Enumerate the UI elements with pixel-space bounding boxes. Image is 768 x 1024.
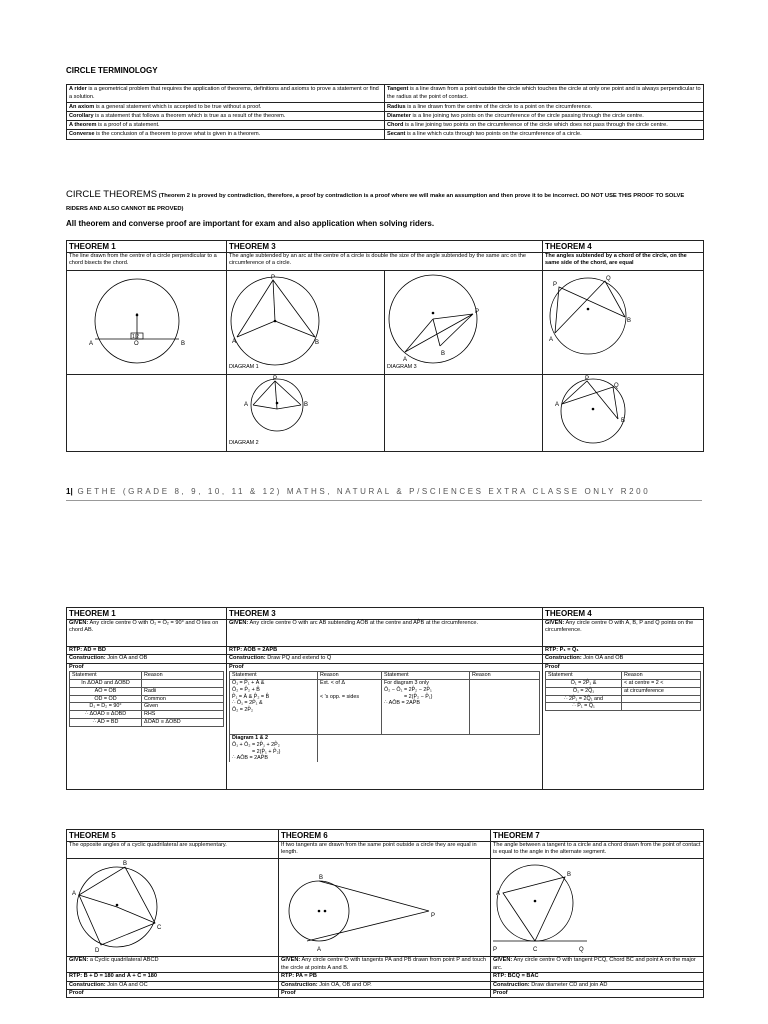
page-title: CIRCLE TERMINOLOGY bbox=[66, 66, 158, 75]
term-definition: is a line drawn from a point outside the circle which touches the circle at only one point and is always perpendicular to the radius at the point of contact. bbox=[387, 86, 701, 101]
term-name: Secant bbox=[387, 131, 406, 138]
label-a: A bbox=[496, 891, 501, 897]
term-definition: is a line which cuts through two points on the circumference of a circle. bbox=[405, 131, 582, 138]
theorem1-title: THEOREM 1 bbox=[67, 241, 227, 253]
theorem5-given: GIVEN: a Cyclic quadrilateral ABCD bbox=[67, 957, 279, 973]
proof-reason: < at centre = 2 < bbox=[622, 680, 701, 688]
terminology-cell bbox=[385, 121, 704, 130]
label-d: D bbox=[95, 948, 100, 953]
label-b: B bbox=[621, 418, 626, 425]
theorem6-given: GIVEN: Any circle centre O with tangents PA and PB drawn from point P and touch the circle at points A and B. bbox=[279, 957, 491, 973]
label-a: A bbox=[549, 337, 554, 343]
term-definition: is the conclusion of a theorem to prove what is given in a theorem. bbox=[94, 131, 261, 138]
label-q: Q bbox=[606, 276, 611, 282]
theorem4-proof bbox=[543, 671, 704, 790]
theorem4-construction: Construction: Join OA and OB bbox=[543, 655, 704, 663]
label-p: P bbox=[475, 309, 480, 315]
terminology-row bbox=[67, 102, 704, 111]
proof-reason bbox=[622, 695, 701, 703]
theorem5-statement: The opposite angles of a cyclic quadrilateral are supplementary. bbox=[67, 842, 279, 859]
label-angles: 1|2 bbox=[132, 334, 139, 340]
proof-statement: Ô₁ = P̂₁ + Â & bbox=[232, 680, 265, 687]
footer-divider bbox=[66, 500, 702, 501]
proof-statement: ∴ ΔOAD ≡ ΔOBD bbox=[70, 711, 142, 719]
label-a: A bbox=[403, 357, 408, 363]
theorem7-given: GIVEN: Any circle centre O with tangent PCQ, Chord BC and point A on the major arc. bbox=[491, 957, 704, 973]
proof-line: Ô₁ + Ô₂ = 2P̂₁ + 2P̂₂ bbox=[232, 741, 280, 748]
diagram2-label: DIAGRAM 2 bbox=[229, 440, 259, 447]
theorem1-construction: Construction: Join OA and OB bbox=[67, 655, 227, 663]
proof-statement: OD = OD bbox=[70, 695, 142, 703]
theorem4-statement: The angles subtended by a chord of the circle, on the same side of the chord, are equal bbox=[543, 253, 704, 271]
proof-statement: Ô₁ = 2Q̂₁ bbox=[546, 687, 622, 695]
proof-reason bbox=[318, 687, 381, 694]
label-o: O bbox=[134, 341, 139, 347]
theorem3-diagram2 bbox=[227, 375, 385, 451]
theorem7-title: THEOREM 7 bbox=[491, 830, 704, 842]
theorem3-construction: Construction: Draw PQ and extend to Q bbox=[227, 655, 543, 663]
reason-header: Reason bbox=[318, 672, 382, 680]
theorem-proof-grid bbox=[66, 607, 704, 790]
term-name: Radius bbox=[387, 103, 406, 110]
proof-row bbox=[546, 695, 701, 703]
theorem3-diagram3-proof bbox=[382, 680, 470, 735]
empty-cell bbox=[67, 375, 227, 451]
proof-line: = 2(P̂₁ + P̂₂) bbox=[252, 748, 281, 755]
theorem3-diagram12-proof bbox=[230, 735, 318, 763]
term-name: Chord bbox=[387, 122, 404, 129]
terminology-cell bbox=[67, 121, 385, 130]
proof-row bbox=[546, 687, 701, 695]
theorems-heading: CIRCLE THEOREMS bbox=[66, 189, 158, 200]
proof-line: = 2(P̂₂ − P̂₁) bbox=[404, 693, 433, 700]
proof-row bbox=[70, 719, 224, 727]
proof-statement: ∴ Ô₁ = 2P̂₁ & bbox=[232, 700, 263, 707]
proof-statement: In ΔOAD and ΔOBD bbox=[70, 680, 142, 688]
theorem4-diagram1 bbox=[543, 271, 704, 375]
proof-row bbox=[546, 703, 701, 711]
proof-reason: ΔOAD ≡ ΔOBD bbox=[142, 719, 224, 727]
label-c: C bbox=[157, 925, 162, 931]
diagram1-label: DIAGRAM 1 bbox=[229, 364, 259, 370]
proof-statement: AO = OB bbox=[70, 687, 142, 695]
theorem4-given: GIVEN: Any circle centre O with A, B, P and Q points on the circumference. bbox=[543, 620, 704, 647]
proof-reason bbox=[318, 707, 381, 714]
term-name: Tangent bbox=[387, 86, 409, 92]
proof-line: Ô₂ − Ô₁ = 2P̂₂ − 2P̂₁ bbox=[384, 686, 432, 693]
theorems-heading-note: (Theorem 2 is proved by contradiction, therefore, a proof by contradiction is a proof where we will make an assumption and then prove it to be incorrect. DO NOT USE THIS PROOF TO SOLVE RIDERS AND ALSO CANNOT BE PROVED) bbox=[66, 193, 685, 212]
proof-reason: < 's opp. = sides bbox=[320, 693, 360, 700]
proof-row bbox=[70, 680, 224, 688]
statement-header: Statement bbox=[70, 672, 142, 680]
theorem7-statement: The angle between a tangent to a circle and a chord drawn from the point of contact is equal to the angle in the alternate segment. bbox=[491, 842, 704, 859]
theorem6-diagram bbox=[279, 859, 491, 957]
empty-cell bbox=[385, 375, 543, 451]
terminology-cell bbox=[67, 130, 385, 139]
theorem4-diagram2 bbox=[543, 375, 704, 451]
diagram12-proof-head: Diagram 1 & 2 bbox=[232, 735, 268, 742]
theorem5-title: THEOREM 5 bbox=[67, 830, 279, 842]
proof-statement: P̂₁ = Â & P̂₂ = B̂ bbox=[232, 693, 270, 700]
label-b: B bbox=[181, 341, 186, 347]
term-name: A theorem bbox=[69, 122, 97, 129]
proof-statement: D₁ = D₂ = 90° bbox=[70, 703, 142, 711]
theorem3-title: THEOREM 3 bbox=[227, 241, 543, 253]
label-b: B bbox=[319, 875, 324, 881]
theorem-diagram-grid bbox=[66, 240, 704, 452]
theorem3-statements bbox=[230, 680, 318, 735]
proof-reason: Radii bbox=[142, 687, 224, 695]
label-b: B bbox=[315, 340, 320, 346]
theorem4-rtp: RTP: P̂₁ = Q̂₁ bbox=[543, 647, 704, 655]
label-b: B bbox=[123, 861, 128, 867]
label-a: A bbox=[555, 402, 560, 409]
theorem5-diagram bbox=[67, 859, 279, 957]
theorem7-diagram bbox=[491, 859, 704, 957]
proof-reason: RHS bbox=[142, 711, 224, 719]
reason-header: Reason bbox=[622, 672, 701, 680]
theorem7-rtp: RTP: BĈQ = BÂC bbox=[491, 973, 704, 981]
term-definition: is a line drawn from the centre of the circle to a point on the circumference. bbox=[405, 103, 593, 110]
proof-label: Proof bbox=[279, 990, 491, 998]
proof-label: Proof bbox=[491, 990, 704, 998]
term-name: Corollary bbox=[69, 112, 94, 119]
term-definition: is a proof of a statement. bbox=[96, 122, 160, 129]
diagram3-label: DIAGRAM 3 bbox=[387, 364, 417, 370]
proof-reason: Ext. < of Δ bbox=[320, 680, 346, 687]
proof-label: Proof bbox=[67, 990, 279, 998]
label-a: A bbox=[89, 341, 94, 347]
proof-reason bbox=[622, 703, 701, 711]
label-p: P bbox=[553, 282, 558, 288]
label-a: A bbox=[232, 339, 237, 345]
term-definition: is a geometrical problem that requires the application of theorems, definitions and axioms to prove a statement or find a solution. bbox=[69, 86, 379, 101]
label-c: C bbox=[533, 947, 538, 953]
term-definition: is a statement that follows a theorem which is true as a result of the theorem. bbox=[93, 112, 286, 119]
term-name: An axiom bbox=[69, 103, 95, 110]
theorem5-construction: Construction: Join OA and OC bbox=[67, 981, 279, 989]
theorem1-diagram bbox=[67, 271, 227, 375]
page-number: 1 bbox=[66, 487, 71, 496]
empty-cell bbox=[470, 680, 540, 735]
terminology-cell bbox=[385, 111, 704, 120]
proof-row bbox=[70, 703, 224, 711]
term-name: A rider bbox=[69, 86, 87, 92]
theorem3-rtp: RTP: AÔB = 2AP̂B bbox=[227, 647, 543, 655]
term-definition: is a line joining two points on the circumference of the circle passing through the circle centre. bbox=[410, 112, 644, 119]
label-b: B bbox=[304, 402, 309, 409]
theorem3-given: GIVEN: Any circle centre O with arc AB subtending AÔB at the centre and AP̂B at the circumference. bbox=[227, 620, 543, 647]
diagram3-proof-head: For diagram 3 only bbox=[384, 680, 429, 687]
label-a: A bbox=[72, 891, 77, 897]
statement-header: Statement bbox=[230, 672, 318, 680]
proof-statement: Ô₂ = 2P̂₂ bbox=[232, 707, 254, 714]
label-q: Q bbox=[579, 947, 584, 953]
theorem1-given: GIVEN: Any circle centre O with Ô₁ = Ô₂ = 90° and O lies on chord AB. bbox=[67, 620, 227, 647]
terminology-cell bbox=[67, 102, 385, 111]
statement-header: Statement bbox=[546, 672, 622, 680]
theorem6-title: THEOREM 6 bbox=[279, 830, 491, 842]
theorem6-construction: Construction: Join OA, OB and OP. bbox=[279, 981, 491, 989]
proof-statement: ∴ AD = BD bbox=[70, 719, 142, 727]
proof-statement: Ô₁ = 2P̂₁ & bbox=[546, 680, 622, 688]
terminology-row bbox=[67, 121, 704, 130]
circle-theorems-heading bbox=[66, 189, 706, 215]
terminology-cell bbox=[385, 102, 704, 111]
terminology-cell bbox=[385, 85, 704, 103]
reason-header: Reason bbox=[142, 672, 224, 680]
term-definition: is a general statement which is accepted to be true without a proof. bbox=[94, 103, 262, 110]
term-name: Diameter bbox=[387, 112, 411, 119]
proof-reason: Common bbox=[142, 695, 224, 703]
terminology-row bbox=[67, 130, 704, 139]
label-p: P bbox=[271, 275, 276, 281]
page-footer bbox=[66, 487, 650, 496]
theorem3-proof bbox=[227, 671, 543, 790]
label-p: P bbox=[585, 376, 590, 383]
theorem5-rtp: RTP: B̂ + D̂ = 180 and Â + Ĉ = 180 bbox=[67, 973, 279, 981]
proof-reason bbox=[318, 700, 381, 707]
theorem-5-7-grid bbox=[66, 829, 704, 998]
proof-statement: ∴ P̂₁ = Q̂₁ bbox=[546, 703, 622, 711]
theorem3-reasons bbox=[318, 680, 382, 735]
proof-line: ∴ AÔB = 2AP̂B bbox=[232, 755, 268, 762]
proof-statement: ∴ 2P̂₁ = 2Q̂₁ and bbox=[546, 695, 622, 703]
label-b: B bbox=[567, 872, 572, 878]
footer-separator: | bbox=[70, 487, 73, 496]
footer-text: GETHE (GRADE 8, 9, 10, 11 & 12) MATHS, NATURAL & P/SCIENCES EXTRA CLASSE ONLY R200 bbox=[77, 487, 651, 496]
theorem4-title: THEOREM 4 bbox=[543, 241, 704, 253]
label-b: B bbox=[441, 351, 446, 357]
proof-label: Proof bbox=[543, 663, 704, 671]
theorem6-statement: If two tangents are drawn from the same point outside a circle they are equal in length. bbox=[279, 842, 491, 859]
label-p: P bbox=[431, 913, 436, 919]
terminology-row bbox=[67, 111, 704, 120]
theorem1-title: THEOREM 1 bbox=[67, 608, 227, 620]
label-a: A bbox=[317, 947, 322, 953]
theorem7-construction: Construction: Draw diameter CD and join AD bbox=[491, 981, 704, 989]
reason-header: Reason bbox=[470, 672, 540, 680]
important-note: All theorem and converse proof are important for exam and also application when solving riders. bbox=[66, 219, 435, 228]
term-name: Converse bbox=[69, 131, 95, 138]
theorem3-diagram1 bbox=[227, 271, 385, 375]
proof-row bbox=[70, 687, 224, 695]
label-q: Q bbox=[614, 383, 619, 390]
theorem6-rtp: RTP: PA = PB bbox=[279, 973, 491, 981]
terminology-row bbox=[67, 85, 704, 103]
label-b: B bbox=[627, 318, 632, 324]
proof-row bbox=[70, 695, 224, 703]
terminology-cell bbox=[67, 111, 385, 120]
theorem1-statement: The line drawn from the centre of a circle perpendicular to a chord bisects the chord. bbox=[67, 253, 227, 271]
statement-header: Statement bbox=[382, 672, 470, 680]
proof-reason: Given bbox=[142, 703, 224, 711]
terminology-table bbox=[66, 84, 704, 140]
term-definition: is a line joining two points on the circumference of the circle which does not pass through the circle centre. bbox=[403, 122, 668, 129]
label-p: P bbox=[493, 947, 498, 953]
theorem1-rtp: RTP: AD = BD bbox=[67, 647, 227, 655]
label-a: A bbox=[244, 402, 249, 409]
label-p: P bbox=[273, 376, 278, 383]
terminology-cell bbox=[67, 85, 385, 103]
proof-row bbox=[70, 711, 224, 719]
proof-statement: Ô₂ = P̂₂ + B̂ bbox=[232, 686, 260, 693]
theorem3-diagram3 bbox=[385, 271, 543, 375]
proof-row bbox=[546, 680, 701, 688]
proof-reason bbox=[142, 680, 224, 688]
theorem4-title: THEOREM 4 bbox=[543, 608, 704, 620]
theorem3-statement: The angle subtended by an arc at the centre of a circle is double the size of the angle subtended by the same arc on the circumference of a circle. bbox=[227, 253, 543, 271]
proof-line: ∴ AÔB = 2AP̂B bbox=[384, 700, 420, 707]
proof-label: Proof bbox=[67, 663, 227, 671]
proof-reason: at circumference bbox=[622, 687, 701, 695]
theorem3-title: THEOREM 3 bbox=[227, 608, 543, 620]
theorem1-proof bbox=[67, 671, 227, 790]
terminology-cell bbox=[385, 130, 704, 139]
proof-label: Proof bbox=[227, 663, 543, 671]
